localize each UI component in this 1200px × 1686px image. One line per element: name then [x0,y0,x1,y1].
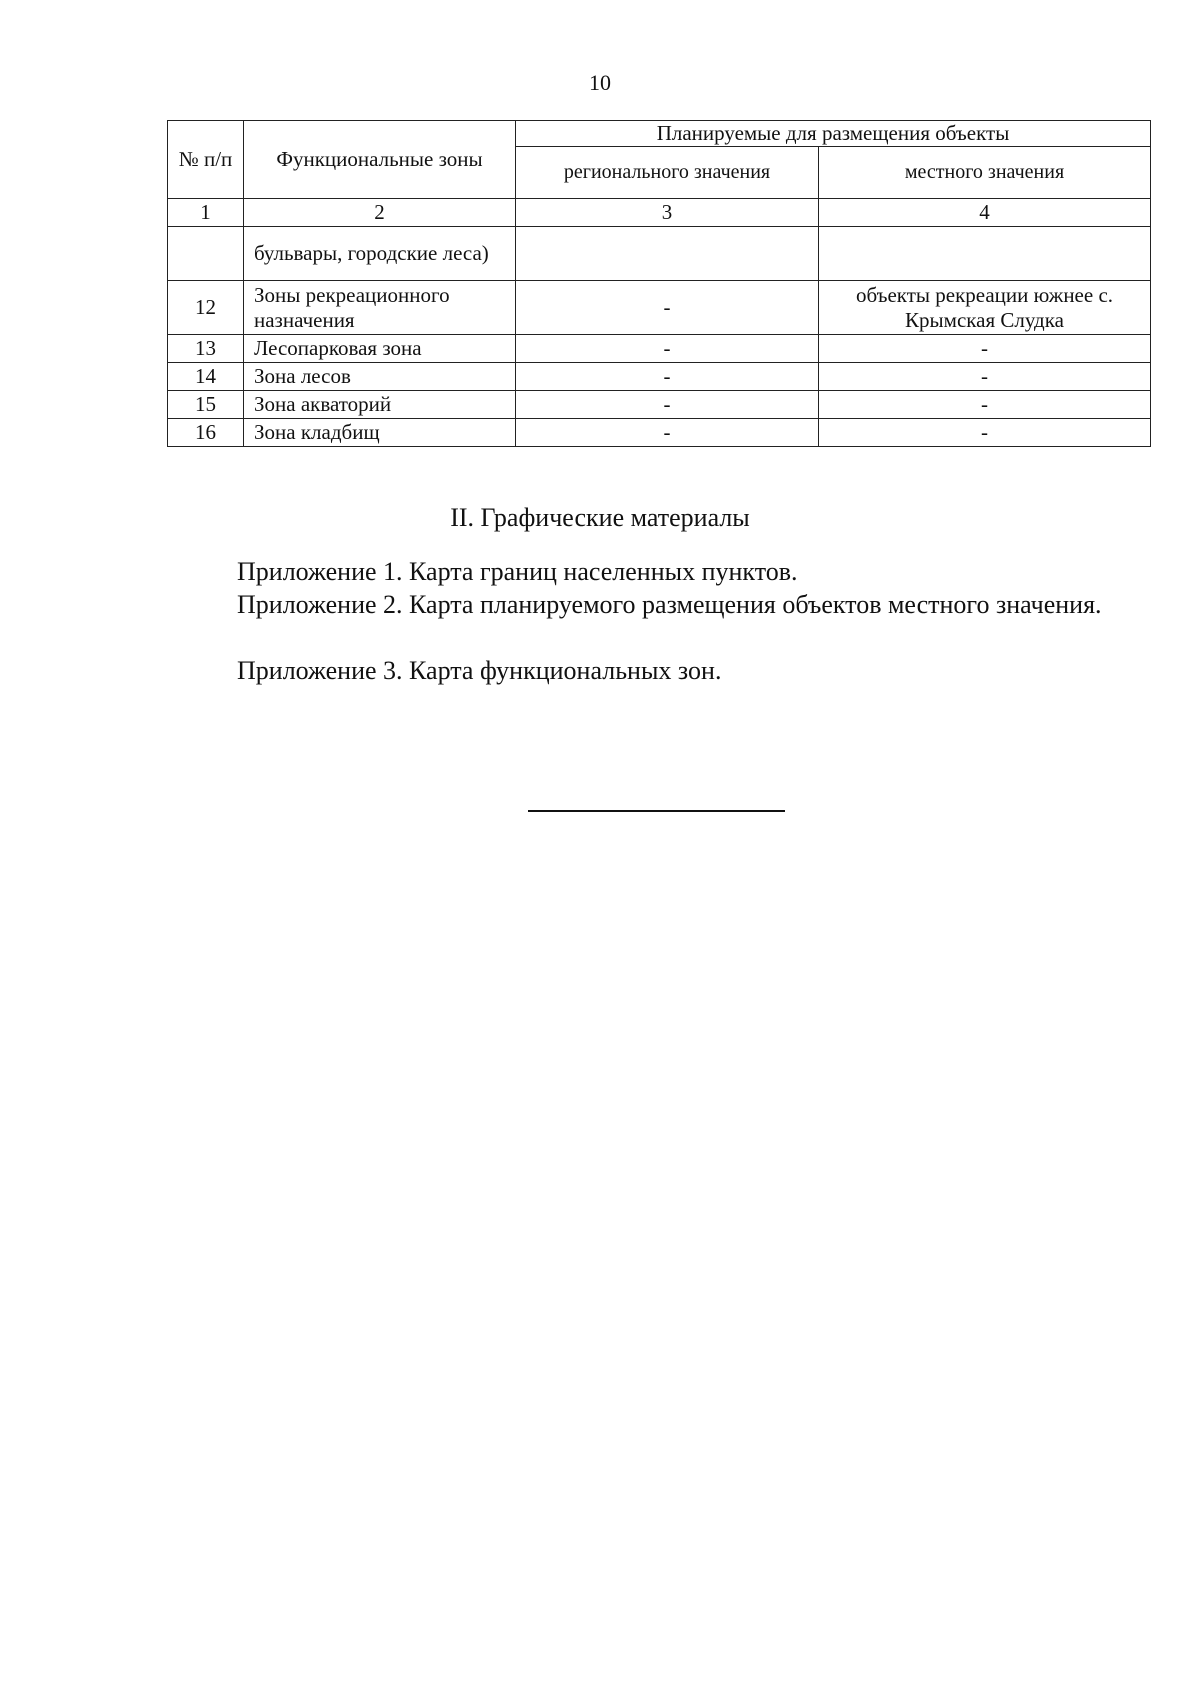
row-num: 15 [168,391,244,419]
row-regional: - [516,281,819,335]
table-row [168,363,1151,391]
row-local: - [819,419,1151,447]
closing-rule [528,810,785,812]
section-title: II. Графические материалы [450,503,750,532]
header-zones: Функциональные зоны [244,121,516,199]
table-row [168,391,1151,419]
column-number: 1 [168,199,244,227]
header-planned: Планируемые для размещения объекты [516,121,1151,147]
row-num: 16 [168,419,244,447]
header-regional: регионального значения [516,147,819,199]
table-row [168,419,1151,447]
functional-zones-table [167,120,1151,447]
appendix-text: Приложение 2. Карта планируемого размещения объектов местного значения. [237,590,1102,619]
table-row [168,281,1151,335]
row-local: - [819,335,1151,363]
row-num: 14 [168,363,244,391]
row-num [168,227,244,281]
table-row [168,227,1151,281]
column-number: 4 [819,199,1151,227]
appendix-paragraph [165,555,1150,588]
row-regional [516,227,819,281]
header-local: местного значения [819,147,1151,199]
column-number: 2 [244,199,516,227]
row-regional: - [516,391,819,419]
row-zone: Зона лесов [244,363,516,391]
row-local: - [819,391,1151,419]
appendix-paragraph [165,588,1150,621]
row-zone: бульвары, городские леса) [244,227,516,281]
row-regional: - [516,363,819,391]
row-zone: Зона акваторий [244,391,516,419]
appendix-paragraph [165,654,1150,687]
row-num: 13 [168,335,244,363]
column-number: 3 [516,199,819,227]
row-local: объекты рекреации южнее с. Крымская Слудка [819,281,1151,335]
header-num: № п/п [168,121,244,199]
row-regional: - [516,419,819,447]
row-num: 12 [168,281,244,335]
row-local [819,227,1151,281]
appendix-text: Приложение 3. Карта функциональных зон. [237,656,722,685]
table-row [168,335,1151,363]
row-local: - [819,363,1151,391]
row-zone: Зона кладбищ [244,419,516,447]
page-number: 10 [589,70,611,95]
column-number-row [168,199,1151,227]
row-zone: Зоны рекреационного назначения [244,281,516,335]
appendix-text: Приложение 1. Карта границ населенных пунктов. [237,557,798,586]
row-regional: - [516,335,819,363]
row-zone: Лесопарковая зона [244,335,516,363]
